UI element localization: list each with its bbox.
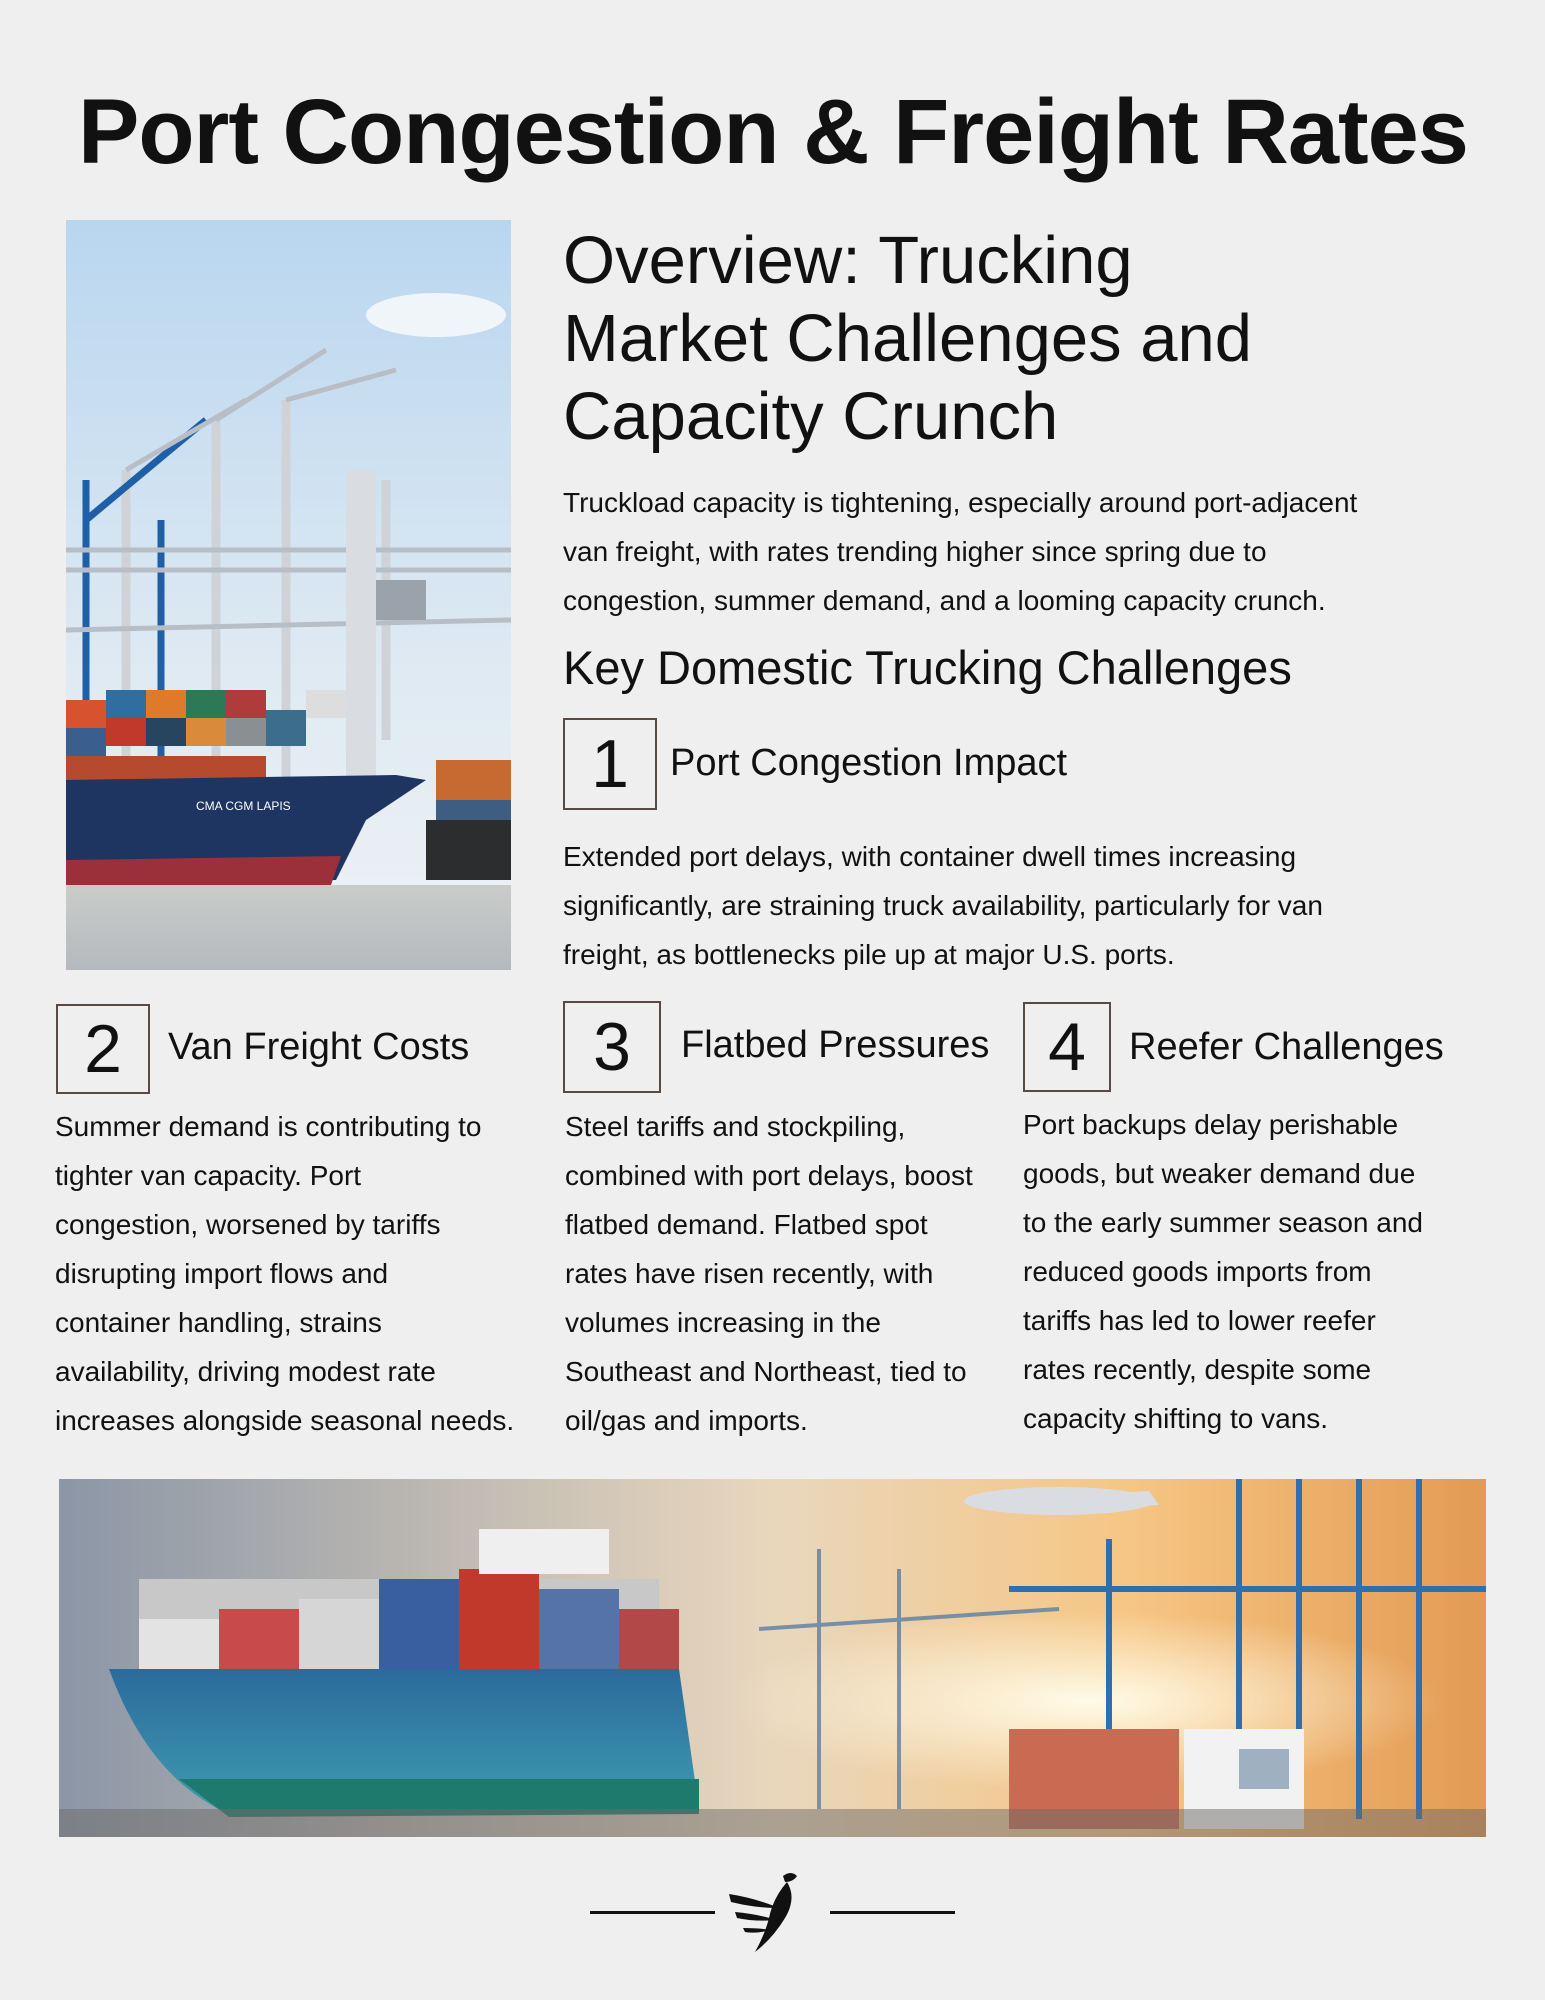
port-ship-illustration	[66, 220, 511, 970]
body-line: congestion, worsened by tariffs	[55, 1209, 441, 1240]
body-line: rates have risen recently, with	[565, 1258, 934, 1289]
challenge-number-box: 4	[1023, 1002, 1111, 1092]
body-line: combined with port delays, boost	[565, 1160, 973, 1191]
page-title: Port Congestion & Freight Rates	[78, 81, 1468, 183]
challenge-title: Reefer Challenges	[1129, 1026, 1444, 1068]
overview-heading	[563, 222, 1503, 456]
challenge-title: Flatbed Pressures	[681, 1024, 990, 1066]
challenge-title: Port Congestion Impact	[670, 742, 1068, 784]
hornet-logo-icon	[725, 1868, 821, 1958]
body-line: goods, but weaker demand due	[1023, 1158, 1416, 1189]
intro-line: van freight, with rates trending higher since spring due to	[563, 536, 1267, 567]
body-line: flatbed demand. Flatbed spot	[565, 1209, 928, 1240]
body-line: oil/gas and imports.	[565, 1405, 808, 1436]
overview-heading-line: Capacity Crunch	[563, 379, 1059, 454]
body-line: freight, as bottlenecks pile up at major U.S. ports.	[563, 939, 1175, 970]
footer-divider-left	[590, 1911, 715, 1914]
logistics-banner-photo	[59, 1479, 1486, 1837]
overview-heading-line: Market Challenges and	[563, 301, 1253, 376]
overview-heading-line: Overview: Trucking	[563, 223, 1133, 298]
body-line: tighter van capacity. Port	[55, 1160, 362, 1191]
svg-text:CMA CGM LAPIS: CMA CGM LAPIS	[196, 799, 291, 813]
body-line: container handling, strains	[55, 1307, 382, 1338]
port-ship-photo	[66, 220, 511, 970]
body-line: capacity shifting to vans.	[1023, 1403, 1329, 1434]
challenge-body	[563, 832, 1483, 979]
body-line: Summer demand is contributing to	[55, 1111, 482, 1142]
cargo-ship-airplane-illustration	[59, 1479, 1486, 1837]
overview-intro	[563, 478, 1463, 625]
challenge-body	[55, 1102, 535, 1445]
challenge-body	[565, 1102, 1020, 1445]
body-line: significantly, are straining truck availability, particularly for van	[563, 890, 1323, 921]
body-line: Steel tariffs and stockpiling,	[565, 1111, 906, 1142]
body-line: Extended port delays, with container dwell times increasing	[563, 841, 1297, 872]
body-line: reduced goods imports from	[1023, 1256, 1372, 1287]
body-line: volumes increasing in the	[565, 1307, 881, 1338]
challenges-heading: Key Domestic Trucking Challenges	[563, 641, 1292, 694]
challenge-title: Van Freight Costs	[168, 1026, 470, 1068]
intro-line: congestion, summer demand, and a looming capacity crunch.	[563, 585, 1326, 616]
body-line: disrupting import flows and	[55, 1258, 389, 1289]
footer-divider-right	[830, 1911, 955, 1914]
body-line: to the early summer season and	[1023, 1207, 1423, 1238]
intro-line: Truckload capacity is tightening, especially around port-adjacent	[563, 487, 1358, 518]
body-line: rates recently, despite some	[1023, 1354, 1372, 1385]
challenge-number-box: 2	[56, 1004, 150, 1094]
challenge-number-box: 3	[563, 1001, 661, 1093]
body-line: tariffs has led to lower reefer	[1023, 1305, 1376, 1336]
body-line: Southeast and Northeast, tied to	[565, 1356, 967, 1387]
challenge-number-box: 1	[563, 718, 657, 810]
body-line: availability, driving modest rate	[55, 1356, 436, 1387]
challenge-body	[1023, 1100, 1483, 1443]
body-line: Port backups delay perishable	[1023, 1109, 1399, 1140]
body-line: increases alongside seasonal needs.	[55, 1405, 515, 1436]
